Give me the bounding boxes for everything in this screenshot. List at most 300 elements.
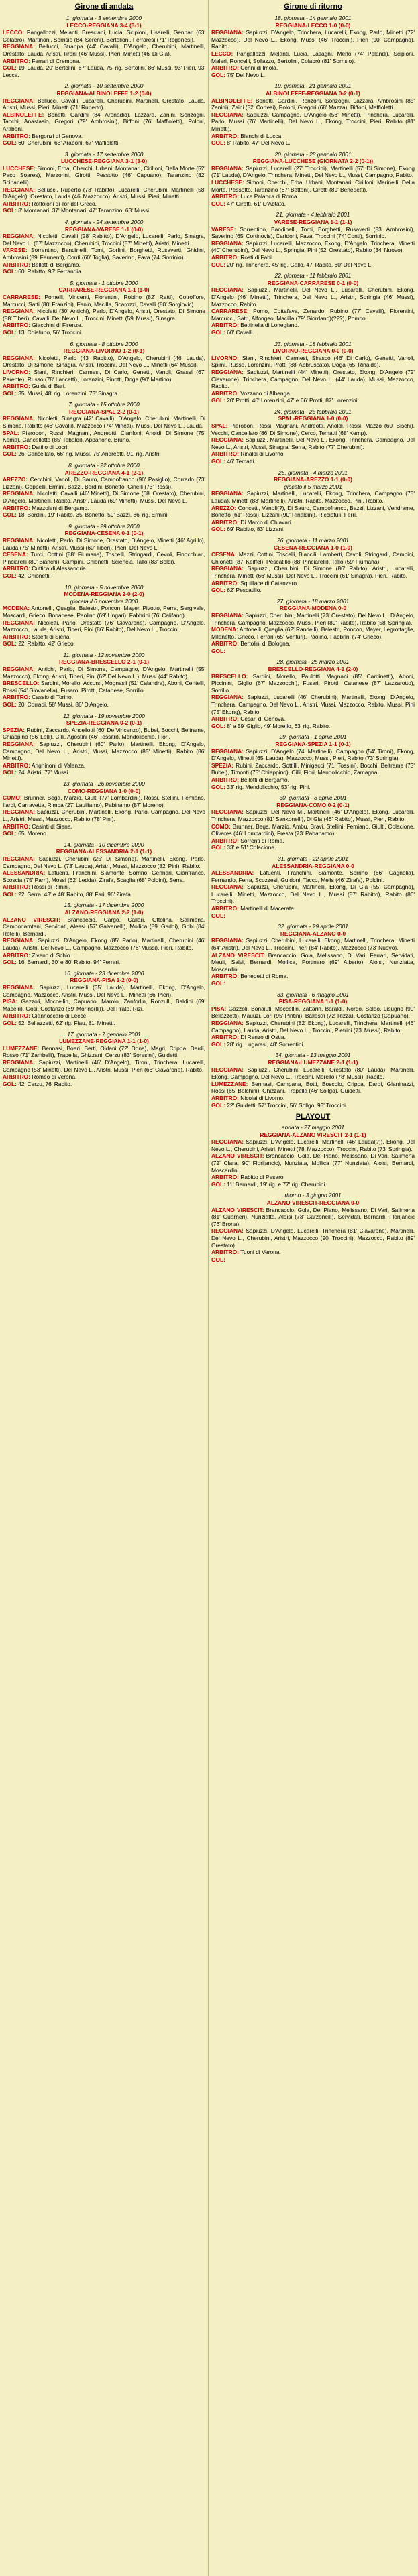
referee-name: Bianchi di Lucca. <box>240 132 283 139</box>
goals-label: GOL: <box>3 1019 17 1026</box>
lineup-b <box>3 369 205 383</box>
match-score: REGGIANA-SPAL 2-2 (0-1) <box>69 408 139 415</box>
team-a-players: Sapiuzzi, Lucarelli (27' Troccini), Martinelli (57' Di Simone), Ekong (71' Lauda), D'Angelo, Trinchera, Minetti, Del Nevo L., Mussi, Campagno, Rabito. <box>211 164 415 179</box>
referee-line <box>3 1012 205 1020</box>
goals-label: GOL: <box>211 71 225 78</box>
goals-line <box>211 261 415 269</box>
referee-name: Squillace di Catanzaro. <box>240 579 299 587</box>
match-block <box>211 598 415 655</box>
team-a-label: REGGIANA: <box>3 415 35 422</box>
playout-section <box>211 1113 415 1263</box>
goals-label: GOL: <box>3 268 17 275</box>
lineup-b <box>211 762 415 776</box>
referee-label: ARBITRO: <box>211 518 239 526</box>
team-b-players: Turci, Cottini (88' Fiumana), Toscelli, Stringardi, Cevoli, Finocchiari, Pinciarelli (80' Bianchi), Campini, Chionetti, Sciencia, Tallo (83' Boldi). <box>3 551 205 565</box>
match-block <box>3 1031 205 1088</box>
referee-label: ARBITRO: <box>211 776 239 783</box>
goals-line <box>3 769 205 776</box>
referee-label: ARBITRO: <box>211 64 239 72</box>
referee-name: Romeo di Verona. <box>32 1073 77 1081</box>
match-date: 14. giornata - 10 dicembre 2000 <box>64 841 144 848</box>
match-block <box>3 713 205 776</box>
team-b-players: Bellucci, Ruperto (73' Rabitto), Lucarelli, Cherubini, Martinelli (58' D'Angelo), Orestato, Lauda (46' Mazzocco), Aristri, Mussi, Pieri, Minetti. <box>3 186 206 200</box>
lineup-a <box>3 794 205 808</box>
goals-list: 24' Aristri, 77' Mussi. <box>18 769 70 776</box>
lineup-b <box>211 240 415 254</box>
referee-name: Casinti di Siena. <box>32 822 72 830</box>
referee-name: Bellotti di Bergamo. <box>32 261 81 268</box>
referee-label: ARBITRO: <box>211 640 239 648</box>
match-block <box>211 923 415 987</box>
team-b-players: Bonetti, Gardini (84' Aronadio), Lazzara, Zanini, Sonzogni, Tacchi, Anastasio, Gregori (79' Ambrosini), Biffoni (76' Maffioletti), Poloni, Araboni. <box>3 111 206 132</box>
match-date: 26. giornata - 11 marzo 2001 <box>277 536 349 544</box>
team-a-label: ALESSANDRIA: <box>211 869 254 877</box>
team-a-players: Sapiuzzi, D'Angelo, Trinchera, Lucarelli, Ekong, Parlo, Minetti (72' Mazzocco), Del Nevo L., Ekong, Mussi (46' Troccini), Pieri (90' Campagno), Rabito. <box>211 29 415 50</box>
match-block <box>3 82 205 146</box>
referee-line <box>211 193 415 200</box>
lineup-a <box>211 1207 415 1228</box>
team-b-players: Sapiuzzi, D'Angelo, Ekong (85' Parlo), Martinelli, Cherubini (46' Lauda), Aristri, Del Nevo L., Campagno, Mazzocco (76' Mussi), Pieri, Rabito. <box>3 937 206 952</box>
match-date: 28. giornata - 25 marzo 2001 <box>276 658 350 666</box>
goals-label: GOL: <box>3 64 17 72</box>
team-b-label: REGGIANA: <box>3 741 35 747</box>
team-b-players: Sapiuzzi, Martinelli, Del Nevo L., Ekong, Trinchera, Campagno, Del Nevo L., Aristri, Mussi, Sinagra, Serra, Rabito (77' Cherubini). <box>211 436 415 450</box>
referee-label: ARBITRO: <box>3 504 30 511</box>
team-a-label: REGGIANA: <box>211 29 244 36</box>
goals-list: 20' Protti, 40' Lorenzini, 47' e 66' Protti, 87' Lorenzini. <box>227 397 359 404</box>
team-a-players: Bonetti, Gardini, Ronzoni, Sonzogni, Lazzara, Ambrosini (85' Zanini), Zaini (52' Cortesi), Poloni, Gregori (68' Mazza), Biffoni, Maffioletti. <box>211 97 415 111</box>
goals-list: 33' e 51' Colacione. <box>227 844 276 851</box>
match-score: LIVORNO-REGGIANA 0-0 (0-0) <box>272 347 354 355</box>
match-score: ALBINOLEFFE-REGGIANA 0-2 (0-1) <box>266 89 360 97</box>
goals-line <box>3 1020 205 1027</box>
team-a-players: Nicoletti, Cavalli (28' Rabitto), D'Angelo, Lucarelli, Parlo, Sinagra, Del Nevo L. (67' Mazzocco), Cherubini, Troccini (57' Minetti), Aristri, Minetti. <box>3 233 206 247</box>
referee-line <box>3 383 205 390</box>
goals-list: 65' Moreno. <box>18 830 48 837</box>
team-b-label: REGGIANA: <box>211 694 244 701</box>
referee-label: ARBITRO: <box>211 715 239 723</box>
goals-label: GOL: <box>211 912 225 919</box>
goals-list: 60' Rabitto, 93' Ferrandia. <box>18 268 83 275</box>
referee-name: Tuoni di Verona. <box>240 1249 281 1256</box>
goals-list: 22' Serra, 43' e 48' Rabito, 88' Fari, 96' Zirafa. <box>18 890 133 898</box>
goals-line <box>211 723 415 730</box>
team-b-players: Brancaccio, Gola, Del Piano, Melissano, Di Vari, Salimena (72' Clara, 90' Florijancic), Nunziata, Mollica (77' Nunziata), Aloisi, Bernardi, Moscardini. <box>211 1152 415 1174</box>
team-a-label: REGGIANA: <box>3 354 35 361</box>
lineup-a <box>3 1045 205 1059</box>
goals-line <box>211 526 415 533</box>
team-b-label: REGGIANA: <box>211 1227 244 1235</box>
goals-label: GOL: <box>211 200 225 207</box>
match-score: REGGIANA-COMO 0-2 (0-1) <box>276 801 350 808</box>
referee-line <box>211 837 415 845</box>
lineup-b <box>211 50 415 64</box>
referee-label: ARBITRO: <box>211 973 239 980</box>
lineup-a <box>3 605 205 619</box>
referee-label: ARBITRO: <box>3 322 30 329</box>
team-b-players: Sapiuzzi, Lucarelli, Mazzocco, Ekong, D'Angelo, Trinchera, Minetti (40' Cherubini), Del Nevo L., Springia, Pini (52' Orestato), Rabito (34' Nuovo). <box>211 239 415 254</box>
referee-line <box>3 261 205 269</box>
referee-label: ARBITRO: <box>211 905 239 912</box>
goals-list: 52' Bellazzetti, 62' rig. Fiau, 81' Minetti. <box>18 1019 115 1026</box>
goals-line <box>211 1181 415 1188</box>
goals-label: GOL: <box>3 769 17 776</box>
team-a-label: REGGIANA: <box>3 97 35 104</box>
match-date: 1. giornata - 3 settembre 2000 <box>66 15 142 21</box>
team-b-players: Pierobon, Rossi, Magnani, Andreotti, Cianfoni, Anoldi, Di Simone (75' Kemp), Cancellotto (85' Tebaldi), Apparlone, Bruno. <box>3 429 206 444</box>
referee-label: ARBITRO: <box>211 579 239 587</box>
goals-label: GOL: <box>3 207 17 214</box>
team-b-label: REGGIANA: <box>3 43 35 50</box>
referee-name: Rabitto di Pesaro. <box>240 1174 285 1181</box>
team-b-players: Sapiuzzi, Cherubini (60' Parlo), Martinelli, Ekong, D'Angelo, Campagno, Del Nevo L., Aristri, Mussi, Mazzocco (85' Minetti), Rabito (86' Minetti). <box>3 741 205 762</box>
referee-line <box>211 973 415 980</box>
team-b-players: Sorrentino, Bandinelli, Tomi, Gorlini, Borghetti, Rusaverti, Ghidini, Ambrosini (89' Fermenti), Conti (60' Toglia), Saverino, Fava (74' Sorrinio). <box>3 247 206 261</box>
referee-label: ARBITRO: <box>3 565 30 572</box>
team-a-label: LUMEZZANE: <box>3 1044 40 1052</box>
match-block <box>3 15 205 78</box>
goals-label: GOL: <box>211 1101 225 1109</box>
team-b-label: REGGIANA: <box>211 883 244 891</box>
match-score: COMO-REGGIANA 1-0 (0-0) <box>67 787 141 794</box>
referee-name: Rossi di Rimini. <box>32 883 70 891</box>
goals-line <box>3 891 205 898</box>
match-date: 15. giornata - 17 dicembre 2000 <box>64 902 144 909</box>
goals-label: GOL: <box>211 458 225 465</box>
team-a-label: REGGIANA: <box>3 666 35 673</box>
goals-list: 19' Lauda, 20' Bertolini, 67' Lauda, 75' rig. Bertolini, 86' Mussi, 93' Pieri, 93' Lecca. <box>3 64 206 78</box>
goals-label: GOL: <box>3 139 17 147</box>
lineup-b <box>211 505 415 519</box>
match-score: REGGIANA-ALZANO VIRESCIT 2-1 (1-1) <box>260 1131 366 1138</box>
match-score: SPEZIA-REGGIANA 0-2 (0-1) <box>66 719 142 727</box>
referee-line <box>211 1174 415 1181</box>
goals-list: 20' rig. Trinchera, 45' rig. Gallo, 47' Rabito, 60' Del Nevo L. <box>227 261 373 268</box>
goals-label: GOL: <box>211 1180 225 1188</box>
referee-line <box>3 58 205 65</box>
goals-line <box>3 701 205 709</box>
match-block <box>211 82 415 146</box>
referee-name: Di Marco di Chiavari. <box>240 518 293 526</box>
goals-line <box>3 139 205 147</box>
goals-list: 46' Tematti. <box>227 458 256 465</box>
referee-label: ARBITRO: <box>3 261 30 268</box>
team-a-label: ALZANO VIRESCIT: <box>211 1206 264 1213</box>
team-b-players: Pomo, Cottafava, Zenardo, Rubino (77' Cavalli), Fiorentini, Marcucci, Satri, Alfongeo, Macilla (79' Giordano)(???), Pombo. <box>211 308 415 322</box>
team-a-label: LIVORNO: <box>211 354 239 361</box>
title-andata: Girone di andata <box>74 3 134 11</box>
match-date: 17. giornata - 7 gennaio 2001 <box>67 1030 141 1038</box>
match-score: REGGIANA-VARESE 1-1 (0-0) <box>64 225 144 233</box>
referee-line <box>211 580 415 587</box>
team-b-label: REGGIANA: <box>3 1058 35 1066</box>
referee-line <box>3 633 205 641</box>
match-date: 7. giornata - 15 ottobre 2000 <box>68 401 140 408</box>
team-a-players: Siani, Rinchieri, Carmesi, Sirasco (46' Di Carlo), Genetti, Vanoli, Spimi, Russo, Lorenzini, Protti (88' Abbruscato), Doga (65' Rinaldo). <box>211 354 415 369</box>
goals-list: 22' Guidetti, 57' Troccini, 56' Sollgo, 93' Troccini. <box>227 1101 348 1109</box>
referee-label: ARBITRO: <box>211 389 239 397</box>
goals-list: 18' Bordini, 19' Rabito, 35' Bonetto, 59' Bazzi, 66' rig. Ermini. <box>18 511 169 519</box>
match-date: 34. giornata - 13 maggio 2001 <box>275 1052 351 1059</box>
team-b-label: REGGIANA: <box>3 619 35 626</box>
team-a-label: REGGIANA: <box>211 1138 244 1146</box>
lineup-b <box>3 247 205 261</box>
match-score: VARESE-REGGIANA 1-1 (1-1) <box>274 219 352 226</box>
goals-list: 16' Bernardi, 30' e 80' Rabito, 94' Ferrari. <box>18 959 121 966</box>
team-a-label: CARRARESE: <box>3 293 40 300</box>
team-a-label: REGGIANA: <box>3 984 35 991</box>
lineup-a <box>211 422 415 436</box>
match-date: 19. giornata - 21 gennaio 2001 <box>274 82 352 90</box>
column-ritorno <box>209 0 417 2576</box>
lineup-b <box>211 694 415 715</box>
referee-line <box>211 390 415 397</box>
goals-list: 42' Cerzu, 76' Rabito. <box>18 1080 72 1087</box>
match-date: 8. giornata - 22 ottobre 2000 <box>68 462 140 469</box>
lineup-a <box>211 97 415 111</box>
goals-list: 33' rig. Mendolicchio, 53' rig. Pini. <box>227 783 311 790</box>
team-b-label: SPEZIA: <box>211 761 234 769</box>
referee-line <box>211 64 415 72</box>
referee-label: ARBITRO: <box>3 383 30 390</box>
referee-label: ARBITRO: <box>211 1034 239 1041</box>
referee-label: ARBITRO: <box>3 883 30 891</box>
referee-label: ARBITRO: <box>3 132 30 139</box>
lineup-b <box>211 436 415 450</box>
referee-name: Guida di Bari. <box>32 383 66 390</box>
match-block <box>211 658 415 729</box>
lineup-a <box>3 294 205 308</box>
referee-line <box>211 322 415 329</box>
match-block <box>3 462 205 519</box>
match-date: 33. giornata - 6 maggio 2001 <box>276 991 350 998</box>
goals-label: GOL: <box>3 389 17 397</box>
team-a-label: CESENA: <box>211 551 237 558</box>
lineup-b <box>211 179 415 193</box>
team-a-players: Bennasi, Boari, Berti, Oldani (72' Dona), Magri, Crippa, Dardi, Rosso (71' Zambelli), Trapella, Ghizzani, Cerzu (83' Soresini), Guidetti. <box>3 1044 206 1059</box>
team-b-label: BRESCELLO: <box>3 680 40 687</box>
team-b-players: Nicoletti, Cavalli (46' Minetti), Di Simone (68' Orestato), Cherubini, D'Angelo, Martinelli, Rabito, Aristri, Lauda (69' Minetti), Mussi, Del Nevo L. <box>3 490 206 504</box>
referee-name: Rosti di Fabi. <box>240 254 274 261</box>
goals-line <box>211 397 415 404</box>
match-date: 22. giornata - 11 febbraio 2001 <box>274 272 352 280</box>
goals-line <box>3 640 205 648</box>
team-b-players: Nicoletti (30' Antichi), Parlo, D'Angelo, Aristri, Orestato, Di Simone (88' Tiberi), Cavalli, Del Nevo L., Troccini, Minetti (59' Mussi), Sinagra. <box>3 308 206 322</box>
lineup-b <box>211 369 415 390</box>
team-b-players: Concetti, Vanoli(?), Di Sauro, Campofranco, Bazzi, Lizzani, Vendrame, Bonetto (61' Rossi), Lizzani (90' Rinaldini), Ricciofuli, Ferri. <box>211 504 415 519</box>
lineup-a <box>3 165 205 186</box>
lineup-a <box>3 233 205 247</box>
referee-name: Nicolai di Livorno. <box>240 1094 285 1101</box>
lineup-a <box>211 612 415 626</box>
match-score: ALZANO-REGGIANA 2-2 (1-0) <box>64 909 144 916</box>
team-b-players: Lafuenti, Franchini, Siamonte, Sorrino, Gennari, Gianfranco, Scoscia (75' Parri), Mossi (62' Ledda), Zirafa, Scaglia (68' Poldini), Serra. <box>3 869 205 883</box>
team-a-players: Sardini, Morello, Paulotti, Magnani (85' Cardinetti), Aboni, Piccinini, Giglio (67' Mazzocchi), Fusari, Pirotti, Catanese (87' Lazzarotto), Sorrillo. <box>211 672 415 694</box>
lineup-b <box>3 111 205 133</box>
referee-name: Ziveno di Schio. <box>32 951 72 959</box>
team-b-players: Gazzoli, Moccellin, Capuano, Marolo, Zanforlin, Ronzulli, Baldini (69' Maceiri), Gosi, Costanzo (69' Morino(lli)), Del Prato, Rizi. <box>3 998 205 1012</box>
goals-label: GOL: <box>211 1255 225 1263</box>
goals-line <box>211 912 415 920</box>
team-b-label: CESENA: <box>3 551 28 558</box>
lineup-a <box>211 490 415 504</box>
referee-line <box>211 1034 415 1041</box>
goals-label: GOL: <box>211 139 225 147</box>
lineup-b <box>3 680 205 694</box>
lineup-a <box>3 355 205 369</box>
referee-name: Ferrari di Cremona. <box>32 57 81 64</box>
team-a-label: REGGIANA: <box>211 747 244 755</box>
match-block <box>3 280 205 336</box>
referee-line <box>211 254 415 261</box>
lineup-a <box>211 1005 415 1020</box>
team-b-label: REGGIANA: <box>3 937 35 944</box>
team-a-label: LECCO: <box>3 29 25 36</box>
match-score: REGGIANA-CARRARESE 0-1 (0-0) <box>267 279 359 286</box>
match-score: SPAL-REGGIANA 1-0 (0-0) <box>278 415 348 422</box>
team-b-players: Pangallozzi, Melanti, Lucia, Lasagni, Merlo (74' Pelandi), Scipioni, Maleri, Roncelli, Sollazzo, Bertolini, Colabrò (81' Sorrisio). <box>211 50 415 64</box>
goals-list: 28' rig. Lugaresi, 48' Sorrentini. <box>227 1040 305 1048</box>
match-date: andata - 27 maggio 2001 <box>281 1124 345 1131</box>
team-b-players: Simoni, Cherchi, Erba, Urbani, Montanari, Cirilloni, Marinelli, Della Morte, Pessotto, Taranzino (87' Bettoni), Girotti (89' Benedetti). <box>211 179 415 193</box>
team-a-players: Brancaccio, Gola, Del Piano, Melissano, Di Vari, Salimena (81' Guarneri), Nunziatta, Aloisi (73' Garzonelli), Servidati, Bernardi, Florijancic (76' Brona). <box>211 1206 415 1227</box>
referee-label: ARBITRO: <box>3 1012 30 1020</box>
match-date: 9. giornata - 29 ottobre 2000 <box>68 522 140 530</box>
match-score: PISA-REGGIANA 1-1 (1-0) <box>278 998 348 1005</box>
goals-label: GOL: <box>211 397 225 404</box>
match-date: 4. giornata - 24 settembre 2000 <box>64 219 144 226</box>
team-a-players: Sorrentino, Bandinelli, Tomi, Borghetti, Rusaverti (83' Ambrosini), Saverino (65' Cortinovis), Caridoni, Fava, Troccini (74' Conti), Sorrinio. <box>211 225 415 240</box>
team-a-label: REGGIANA: <box>3 233 35 240</box>
match-date: 6. giornata - 8 ottobre 2000 <box>70 340 138 347</box>
team-a-players: Antonelli, Quaglia, Balestri, Poncon, Mayer, Pivotto, Perra, Sergivale, Moscardi, Grieco, Bonanese, Paolino (69' Ungari), Fabbrini (76' Califano). <box>3 605 205 619</box>
goals-line <box>211 784 415 791</box>
team-a-label: REGGIANA: <box>211 164 244 172</box>
referee-label: ARBITRO: <box>3 951 30 959</box>
team-b-label: LECCO: <box>211 50 233 57</box>
team-b-label: REGGIANA: <box>211 111 244 118</box>
lineup-b <box>3 43 205 57</box>
referee-line <box>3 694 205 701</box>
match-date: 12. giornata - 19 novembre 2000 <box>63 712 145 719</box>
referee-label: ARBITRO: <box>211 132 239 139</box>
lineup-b <box>211 565 415 579</box>
goals-label: GOL: <box>3 701 17 709</box>
match-score: REGGIANA-LUMEZZANE 2-1 (1-1) <box>268 1058 358 1066</box>
lineup-b <box>211 883 415 905</box>
match-block <box>3 652 205 709</box>
lineup-b <box>211 1227 415 1249</box>
team-b-label: MODENA: <box>211 626 239 633</box>
referee-line <box>211 450 415 458</box>
goals-line <box>3 64 205 78</box>
lineup-b <box>211 1020 415 1034</box>
team-b-players: Sapiuzzi, Lucarelli (46' Cherubini), Martinelli, Ekong, D'Angelo, Trinchera, Campagno, Del Nevo L., Aristri, Mussi, Mazzocco, Rabito, Mussi, Pini (75' Ekong), Rabito. <box>211 694 415 715</box>
team-a-players: Mazzi, Cottini, Toscelli, Biancili, Lamberti, Cevoli, Stringardi, Campini, Chionetti (87' Keiffel), Pescatillo (88' Pinciarelli), Tallo (59' Fiumana). <box>211 551 415 565</box>
match-date: 27. giornata - 18 marzo 2001 <box>276 597 350 605</box>
team-a-players: Simoni, Erba, Cherchi, Urbani, Montanari, Cirilloni, Della Morte (52' Paco Soares), Marzorini, Girotti, Pessotto (46' Capuano), Taranzino (82' Scibanelli). <box>3 164 205 186</box>
referee-name: Cuttica di Alessandria. <box>32 565 88 572</box>
team-a-label: REGGIANA: <box>211 937 244 944</box>
lineup-b <box>211 626 415 640</box>
team-a-label: BRESCELLO: <box>211 672 248 680</box>
match-score: LUCCHESE-REGGIANA 3-1 (3-0) <box>60 158 148 165</box>
referee-name: Mazzoleni di Bergamo. <box>32 504 89 511</box>
referee-name: Bettinella di Lonegiano. <box>240 322 299 329</box>
lineup-b <box>211 111 415 133</box>
match-block <box>3 401 205 458</box>
team-a-players: Bellucci, Cavalli, Lucarelli, Cherubini, Martinelli, Orestato, Lauda, Aristri, Mussi, Pieri, Minetti (71' Ruperto). <box>3 97 205 111</box>
referee-name: Rinaldi di Livorno. <box>240 450 285 458</box>
referee-name: Luca Palanca di Roma. <box>240 193 299 200</box>
team-a-label: MODENA: <box>3 605 30 612</box>
lineup-a <box>3 916 205 938</box>
goals-line <box>211 1041 415 1048</box>
goals-label: GOL: <box>3 1080 17 1087</box>
lineup-a <box>211 355 415 369</box>
referee-line <box>211 1249 415 1256</box>
lineup-a <box>211 29 415 50</box>
lineup-a <box>211 748 415 762</box>
match-block <box>211 211 415 268</box>
match-score: ALZANO VIRESCIT-REGGIANA 0-0 <box>266 1199 360 1207</box>
goals-line <box>3 329 205 336</box>
lineup-a <box>211 551 415 565</box>
team-b-label: REGGIANA: <box>211 436 244 444</box>
team-b-label: CARRARESE: <box>211 308 249 315</box>
referee-line <box>211 640 415 648</box>
referee-line <box>3 883 205 891</box>
team-a-players: Sapiuzzi, Martinelli, Lucarelli, Ekong, Trinchera, Campagno (75' Lauda), Minetti (83' Martinelli), Aristri, Rabito, Mazzocco, Pini, Rabito. <box>211 490 415 504</box>
goals-line <box>211 648 415 655</box>
goals-line <box>3 1081 205 1088</box>
team-a-players: Sapiuzzi, Martinelli, Del Nevo L., Lucarelli, Cherubini, Ekong, D'Angelo (46' Minetti), Trinchera, Del Nevo L., Aristri, Springia (46' Mussi), Mazzocco, Rabito. <box>211 286 415 308</box>
team-b-label: REGGIANA: <box>3 490 35 497</box>
referee-name: Di Renzo di Ostia. <box>240 1034 286 1041</box>
goals-line <box>211 980 415 987</box>
team-b-players: Rubini, Zaccardo, Sottilli, Minigacci (71' Tossini), Bocchi, Beltrame (73' Bubel), Timonti (75' Chiappino), Cilli, Fiori, Mendolicchio, Zamagna. <box>211 761 415 776</box>
goals-label: GOL: <box>211 328 225 336</box>
team-b-label: ALBINOLEFFE: <box>3 111 44 118</box>
lineup-b <box>3 937 205 951</box>
match-date: ritorno - 3 giugno 2001 <box>284 1192 342 1199</box>
team-b-players: Antonelli, Quaglia (62' Randelli), Balestri, Poncon, Mayer, Legrottaglie, Milanetto, Grieco, Ferrari (65' Venturi), Paolino, Fabbrini (74' Grieco). <box>211 626 415 640</box>
lineup-a <box>3 29 205 43</box>
goals-list: 8' Rabito, 47' Del Nevo L. <box>227 139 291 147</box>
lineup-a <box>3 97 205 111</box>
goals-list: 60' Cavalli. <box>227 328 254 336</box>
match-date: 23. giornata - 18 febbraio 2001 <box>274 340 352 347</box>
match-block <box>211 272 415 336</box>
match-date: 24. giornata - 25 febbraio 2001 <box>274 408 352 415</box>
lineup-b <box>3 430 205 444</box>
team-a-players: Antichi, Parlo, Di Simone, Campagno, D'Angelo, Martinelli (55' Mazzocco), Ekong, Aristri, Tiberi, Pini (62' Del Nevo L.), Mussi (44' Rabito). <box>3 666 205 680</box>
lineup-b <box>211 1152 415 1174</box>
goals-label: GOL: <box>211 722 225 729</box>
lineup-b <box>3 308 205 322</box>
match-score: REGGIANA-LECCO 1-0 (0-0) <box>275 21 351 29</box>
team-a-players: Sapiuzzi, Lucarelli (35' Lauda), Martinelli, Ekong, D'Angelo, Campagno, Mazzocco, Aristri, Mussi, Del Nevo L., Minetti (66' Pieri). <box>3 984 206 998</box>
team-b-players: Brunner, Bega, Marzio, Ambu, Bravi, Stellini, Femiano, Giulti, Colacione, Olivares (46' Lombardini), Fresta (73' Pabanamo). <box>211 822 415 837</box>
team-b-players: Sapiuzzi, D'Angelo, Lucarelli, Trinchera (81' Ciavarone), Martinelli, Del Nevo L., Cherubini, Aristri, Mazzocco (90' Troccini), Mazzocco, Rabito (89' Orestato). <box>211 1227 415 1249</box>
team-a-label: REGGIANA: <box>211 490 244 497</box>
goals-line <box>211 458 415 465</box>
team-a-players: Pierobon, Rossi, Magnani, Andreotti, Anoldi, Rossi, Mazzo (60' Bischi), Vecchi, Cancellato (86' Di Simone), Cerco, Tematti (68' Kemp). <box>211 422 415 436</box>
match-score: BRESCELLO-REGGIANA 4-1 (2-0) <box>268 666 358 673</box>
goals-line <box>3 959 205 966</box>
goals-list: 26' Cancellato, 66' rig. Mussi, 75' Andreotti, 91' rig. Aristri. <box>18 450 161 458</box>
goals-line <box>211 139 415 147</box>
